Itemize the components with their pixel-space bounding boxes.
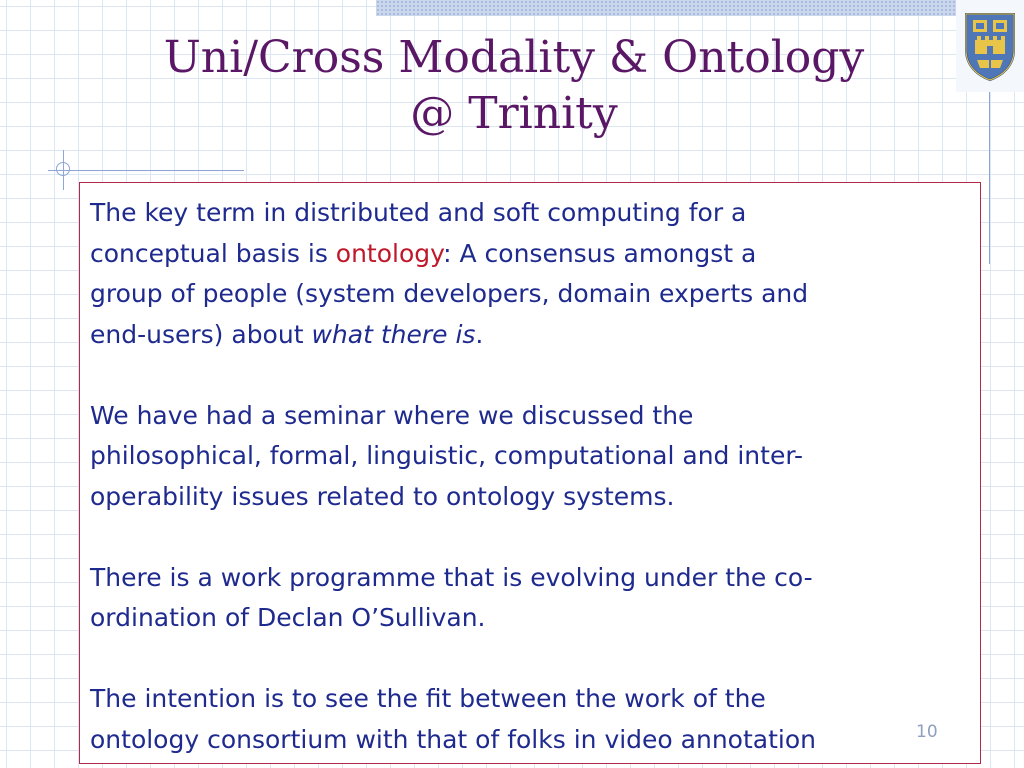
paragraph-spacer [90, 355, 972, 396]
crest-logo [956, 0, 1024, 92]
paragraph1-text-after: . [475, 319, 484, 349]
slide-title [90, 30, 938, 142]
paragraph-intention: The intention is to see the fit between the work of the ontology consortium with that of folks in video annotation [90, 684, 816, 754]
content-box [79, 182, 981, 764]
paragraph-work-programme: There is a work programme that is evolving under the co- ordination of Declan O’Sullivan. [90, 562, 813, 632]
slide-title-line1: Uni/Cross Modality & Ontology [163, 32, 865, 83]
paragraph-spacer [90, 517, 972, 558]
trinity-crest-icon [963, 10, 1017, 82]
page-number: 10 [916, 722, 938, 742]
decorative-horizontal-line [48, 170, 244, 171]
paragraph1-text-before: The key term in distributed and soft computing for a conceptual basis is [90, 198, 747, 268]
header-decorative-band [376, 0, 1024, 16]
decorative-right-line [989, 92, 990, 264]
what-there-is-italic: what there is [311, 319, 476, 349]
paragraph1-text-middle: : A consensus amongst a group of people (system developers, domain experts and end-users) about [90, 238, 809, 349]
slide-body [90, 193, 972, 760]
ontology-highlight: ontology [335, 238, 444, 268]
paragraph-seminar: We have had a seminar where we discussed the philosophical, formal, linguistic, computational and inter- operability issues related to ontology systems. [90, 400, 804, 511]
decorative-circle [56, 162, 70, 176]
slide-title-line2: @ Trinity [410, 88, 618, 139]
paragraph-spacer [90, 639, 972, 680]
paragraph-ontology-definition [90, 193, 972, 355]
